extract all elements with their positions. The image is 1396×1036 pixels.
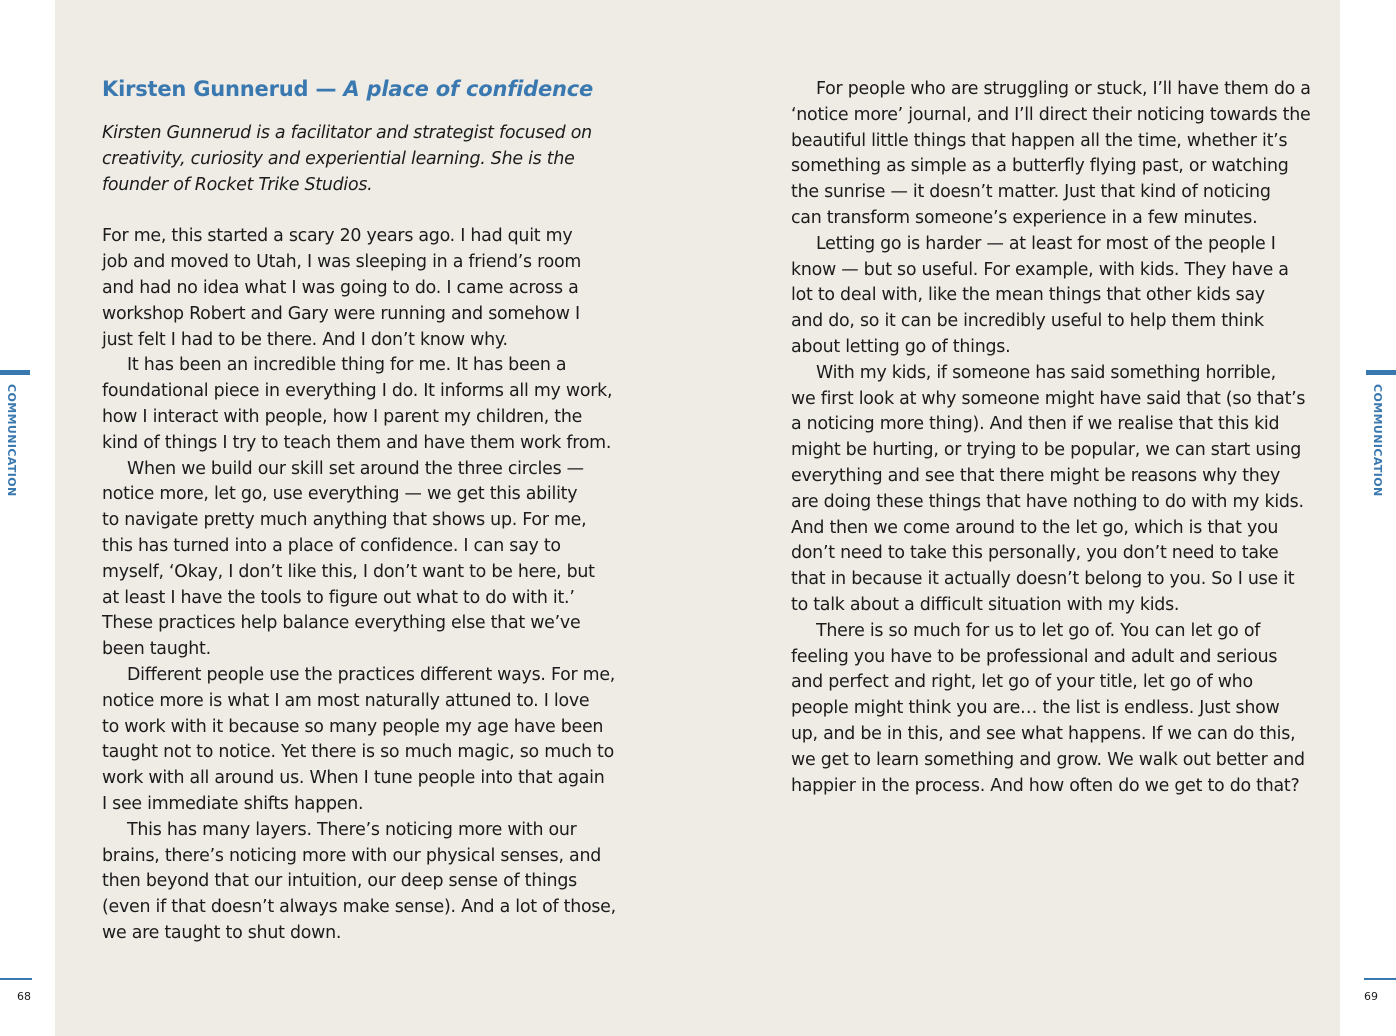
text-line: For people who are struggling or stuck, I’ll have them do a (816, 79, 1311, 99)
text-line: taught not to notice. Yet there is so much magic, so much to (102, 742, 614, 763)
text-line: And then we come around to the let go, which is that you (791, 517, 1279, 538)
text-line: how I interact with people, how I parent my children, the (102, 406, 583, 427)
text-line: people might think you are… the list is endless. Just show (791, 698, 1280, 719)
text-line: the sunrise — it doesn’t matter. Just that kind of noticing (791, 182, 1271, 203)
text-line: something as simple as a butterfly flying past, or watching (791, 156, 1289, 177)
text-line: feeling you have to be professional and adult and serious (791, 646, 1278, 667)
text-line: can transform someone’s experience in a few minutes. (791, 207, 1258, 228)
page-number-right: 69 (1364, 990, 1378, 1003)
left-page-column (102, 76, 616, 947)
left-body-text (102, 224, 616, 946)
text-line: foundational piece in everything I do. It informs all my work, (102, 381, 613, 402)
text-line: notice more, let go, use everything — we get this ability (102, 484, 578, 505)
intro-line: founder of Rocket Trike Studios. (102, 174, 373, 195)
text-line: notice more is what I am most naturally attuned to. I love (102, 690, 590, 711)
text-line: up, and be in this, and see what happens. If we can do this, (791, 723, 1296, 744)
text-line: job and moved to Utah, I was sleeping in a friend’s room (102, 252, 582, 273)
text-line: then beyond that our intuition, our deep sense of things (102, 871, 577, 892)
text-line: we are taught to shut down. (102, 922, 342, 943)
text-line: These practices help balance everything else that we’ve (102, 613, 581, 634)
text-line: myself, ‘Okay, I don’t like this, I don’t want to be here, but (102, 561, 595, 582)
text-line: we get to learn something and grow. We walk out better and (791, 749, 1305, 770)
intro-line: Kirsten Gunnerud is a facilitator and strategist focused on (102, 123, 592, 143)
page-number-left: 68 (17, 990, 31, 1003)
text-line: It has been an incredible thing for me. It has been a (127, 355, 567, 376)
text-line: and had no idea what I was going to do. I came across a (102, 277, 579, 298)
text-line: When we build our skill set around the three circles — (127, 458, 584, 479)
text-line: know — but so useful. For example, with kids. They have a (791, 259, 1289, 280)
text-line: Letting go is harder — at least for most of the people I (816, 233, 1276, 254)
article-heading (102, 76, 612, 102)
text-line: and perfect and right, let go of your title, let go of who (791, 672, 1253, 693)
text-line: happier in the process. And how often do we get to do that? (791, 775, 1300, 796)
author-name: Kirsten Gunnerud (102, 77, 309, 101)
article-title: A place of confidence (343, 77, 594, 101)
text-line: this has turned into a place of confidence. I can say to (102, 535, 561, 556)
folio-rule-right (1364, 978, 1396, 980)
text-line: For me, this started a scary 20 years ago. I had quit my (102, 226, 573, 247)
text-line: and do, so it can be incredibly useful to help them think (791, 311, 1264, 332)
text-line: Different people use the practices different ways. For me, (127, 664, 616, 685)
text-line: ‘notice more’ journal, and I’ll direct their noticing towards the (791, 104, 1311, 125)
text-line: don’t need to take this personally, you don’t need to take (791, 543, 1279, 564)
text-line: to talk about a difficult situation with my kids. (791, 594, 1180, 615)
section-tab-left (0, 370, 30, 570)
text-line: to navigate pretty much anything that shows up. For me, (102, 510, 587, 531)
section-label-right: COMMUNICATION (1371, 384, 1384, 497)
text-line: everything and see that there might be reasons why they (791, 465, 1281, 486)
heading-dash: — (308, 77, 344, 101)
text-line: work with all around us. When I tune people into that again (102, 768, 605, 789)
text-line: just felt I had to be there. And I don’t know why. (102, 329, 508, 350)
section-tab-bar (1366, 370, 1396, 375)
text-line: workshop Robert and Gary were running and somehow I (102, 303, 580, 324)
text-line: With my kids, if someone has said something horrible, (816, 362, 1276, 383)
text-line: been taught. (102, 639, 211, 660)
author-intro (102, 121, 612, 198)
text-line: are doing these things that have nothing to do with my kids. (791, 491, 1304, 512)
text-line: This has many layers. There’s noticing more with our (127, 819, 577, 840)
section-label-left: COMMUNICATION (5, 384, 18, 497)
folio-rule-left (0, 978, 32, 980)
text-line: a noticing more thing). And then if we realise that this kid (791, 414, 1280, 435)
text-line: beautiful little things that happen all the time, whether it’s (791, 130, 1288, 151)
section-tab-right (1366, 370, 1396, 570)
right-body-text (791, 77, 1311, 799)
text-line: I see immediate shifts happen. (102, 793, 364, 814)
text-line: at least I have the tools to figure out what to do with it.’ (102, 587, 575, 608)
text-line: lot to deal with, like the mean things that other kids say (791, 285, 1265, 306)
text-line: kind of things I try to teach them and have them work from. (102, 432, 612, 453)
text-line: that in because it actually doesn’t belong to you. So I use it (791, 569, 1295, 590)
text-line: brains, there’s noticing more with our physical senses, and (102, 845, 602, 866)
right-page-column (791, 76, 1311, 799)
text-line: to work with it because so many people my age have been (102, 716, 604, 737)
text-line: might be hurting, or trying to be popular, we can start using (791, 440, 1302, 461)
text-line: (even if that doesn’t always make sense). And a lot of those, (102, 897, 616, 918)
text-line: about letting go of things. (791, 336, 1011, 357)
text-line: we first look at why someone might have said that (so that’s (791, 388, 1306, 409)
section-tab-bar (0, 370, 30, 375)
intro-line: creativity, curiosity and experiential learning. She is the (102, 148, 575, 169)
text-line: There is so much for us to let go of. You can let go of (816, 620, 1261, 641)
